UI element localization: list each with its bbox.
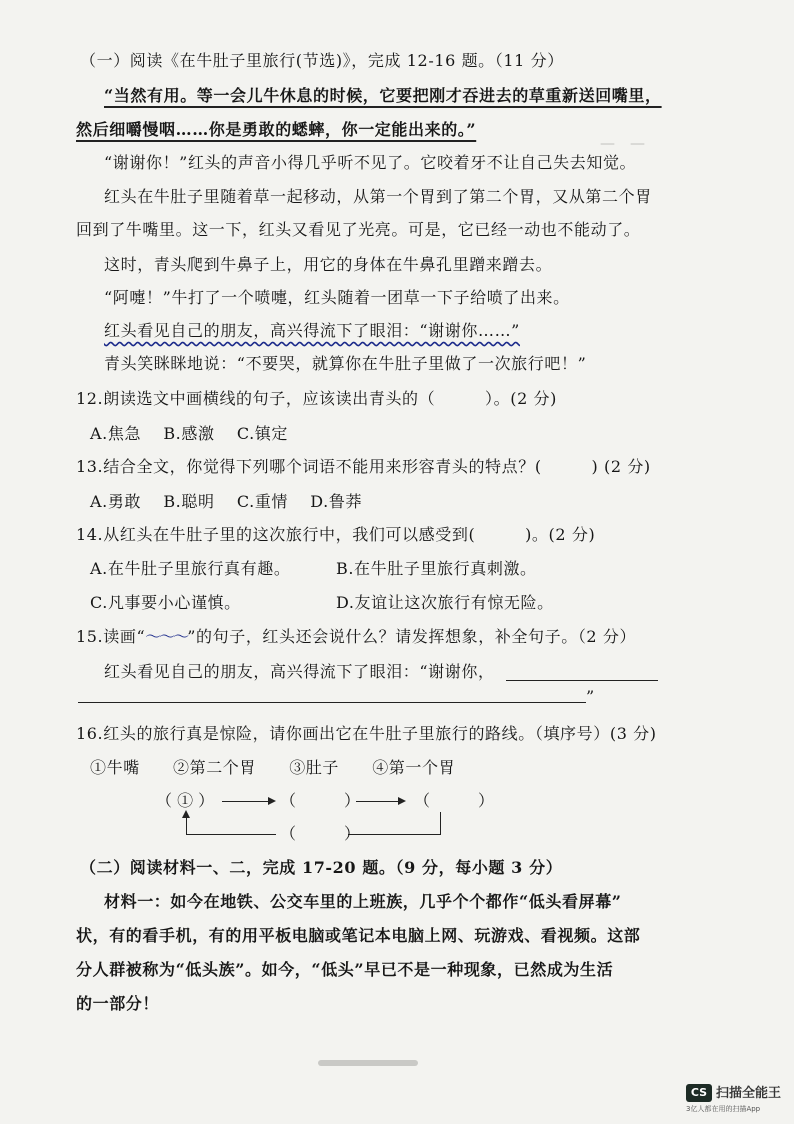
passage-para-1a: “当然有用。等一会儿牛休息的时候，它要把刚才吞进去的草重新送回嘴里， xyxy=(104,86,662,105)
route-arrow-up-head xyxy=(182,810,190,818)
question-12: 12.朗读选文中画横线的句子，应该读出青头的（ ）。(2 分) xyxy=(76,389,557,408)
scanner-logo-icon: CS xyxy=(686,1084,712,1102)
route-box-3[interactable]: （ ） xyxy=(414,791,495,810)
question-12-options: A.焦急 B.感激 C.镇定 xyxy=(90,424,289,443)
question-15-suffix: ”的句子，红头还会说什么？请发挥想象，补全句子。（2 分） xyxy=(187,627,637,646)
question-15-prompt-line: 红头看见自己的朋友，高兴得流下了眼泪：“谢谢你， xyxy=(104,662,495,681)
route-connector-left xyxy=(186,816,187,835)
scanner-app-tagline: 3亿人都在用的扫描App xyxy=(686,1105,761,1113)
route-arrow-2 xyxy=(356,801,402,802)
question-14-option-d: D.友谊让这次旅行有惊无险。 xyxy=(336,593,554,612)
material-1-line-3: 分人群被称为“低头族”。如今，“低头”早已不是一种现象，已然成为生活 xyxy=(76,960,614,979)
passage-para-3a: 红头在牛肚子里随着草一起移动，从第一个胃到了第二个胃，又从第二个胃 xyxy=(104,187,652,206)
question-15-prefix: 15.读画“ xyxy=(76,627,146,646)
route-arrow-1 xyxy=(222,801,272,802)
passage-para-2: “谢谢你！”红头的声音小得几乎听不见了。它咬着牙不让自己失去知觉。 xyxy=(104,153,637,172)
question-16: 16.红头的旅行真是惊险，请你画出它在牛肚子里旅行的路线。（填序号）(3 分) xyxy=(76,724,657,743)
route-arrow-1-head xyxy=(268,797,276,805)
section2-header: （二）阅读材料一、二，完成 17-20 题。（9 分，每小题 3 分） xyxy=(80,858,563,877)
section1-header: （一）阅读《在牛肚子里旅行(节选)》，完成 12-16 题。（11 分） xyxy=(80,51,564,70)
route-arrow-2-head xyxy=(398,797,406,805)
passage-para-4: 这时，青头爬到牛鼻子上，用它的身体在牛鼻孔里蹭来蹭去。 xyxy=(104,255,553,274)
question-14-option-b: B.在牛肚子里旅行真刺激。 xyxy=(336,559,537,578)
passage-para-7: 青头笑眯眯地说：“不要哭，就算你在牛肚子里做了一次旅行吧！” xyxy=(104,354,587,373)
question-13: 13.结合全文，你觉得下列哪个词语不能用来形容青头的特点？( ) (2 分) xyxy=(76,457,651,476)
question-14-option-c: C.凡事要小心谨慎。 xyxy=(90,593,241,612)
question-15 xyxy=(76,626,636,648)
passage-para-6-wavy: 红头看见自己的朋友，高兴得流下了眼泪：“谢谢你……” xyxy=(104,321,520,340)
route-box-4[interactable]: （ ） xyxy=(280,824,361,843)
question-16-options: ①牛嘴 ②第二个胃 ③肚子 ④第一个胃 xyxy=(90,758,456,777)
material-1-line-4: 的一部分！ xyxy=(76,994,160,1013)
passage-para-5: “阿嚏！”牛打了一个喷嚏，红头随着一团草一下子给喷了出来。 xyxy=(104,288,570,307)
route-connector-bottom-left xyxy=(186,834,276,835)
question-13-options: A.勇敢 B.聪明 C.重情 D.鲁莽 xyxy=(90,492,363,511)
wavy-line-mark: ～～～ xyxy=(145,627,188,646)
scanner-app-name: 扫描全能王 xyxy=(716,1086,782,1101)
question-15-close-quote: ” xyxy=(586,687,595,706)
passage-para-1b: 然后细嚼慢咽……你是勇敢的蟋蟀，你一定能出来的。” xyxy=(76,120,477,139)
route-box-1: （ ① ） xyxy=(156,791,215,810)
route-connector-bottom-right xyxy=(348,834,441,835)
answer-blank-line-1[interactable] xyxy=(506,680,658,681)
question-14: 14.从红头在牛肚子里的这次旅行中，我们可以感受到( )。(2 分) xyxy=(76,525,596,544)
scan-smudge xyxy=(318,1060,418,1066)
question-14-option-a: A.在牛肚子里旅行真有趣。 xyxy=(90,559,291,578)
passage-para-3b: 回到了牛嘴里。这一下，红头又看见了光亮。可是，它已经一动也不能动了。 xyxy=(76,220,641,239)
answer-blank-line-2[interactable] xyxy=(78,702,586,703)
route-box-2[interactable]: （ ） xyxy=(280,791,361,810)
material-1-line-2: 状，有的看手机，有的用平板电脑或笔记本电脑上网、玩游戏、看视频。这部 xyxy=(76,926,641,945)
material-1-line-1: 材料一：如今在地铁、公交车里的上班族，几乎个个都作“低头看屏幕” xyxy=(104,892,622,911)
bleed-through-mark: — — xyxy=(600,134,646,152)
route-connector-right xyxy=(440,812,441,834)
